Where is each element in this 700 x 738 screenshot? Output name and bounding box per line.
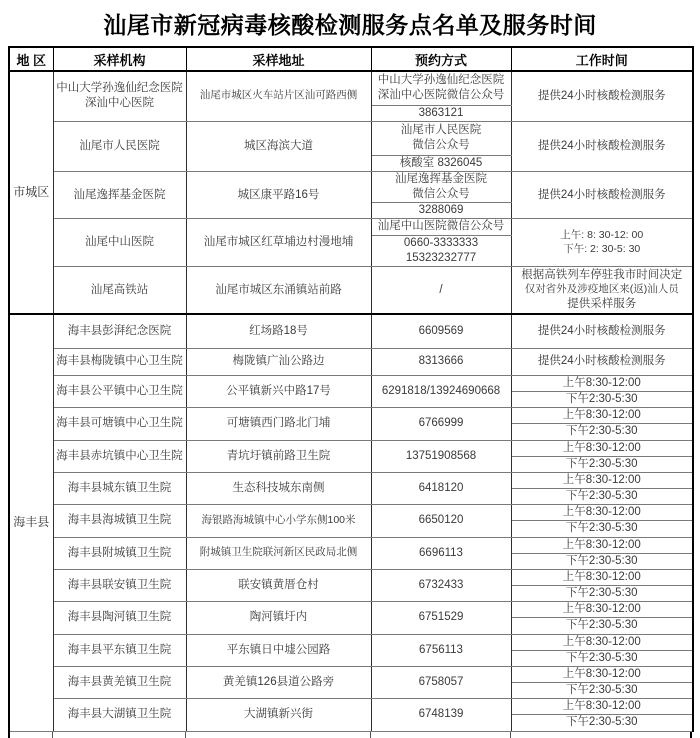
org-cell xyxy=(53,71,186,121)
cell-line: 13751908568 xyxy=(405,449,477,462)
work-cell-afternoon xyxy=(511,586,693,602)
cell-line: 上午8:30-12:00 xyxy=(562,409,641,422)
header-region: 地 区 xyxy=(9,47,53,71)
booking-cell xyxy=(371,569,511,601)
addr-cell xyxy=(186,121,371,171)
cell-line: 0660-3333333 xyxy=(403,236,479,249)
cell-line: 海丰县赤坑镇中心卫生院 xyxy=(56,449,183,462)
work-cell-afternoon xyxy=(511,456,693,472)
booking-cell-bottom xyxy=(371,203,511,219)
cell-line: 下午2:30-5:30 xyxy=(565,490,638,503)
cell-line: 上午8:30-12:00 xyxy=(562,700,641,713)
header-row xyxy=(9,47,693,71)
cell-line: 海丰县平东镇卫生院 xyxy=(67,643,172,656)
org-cell xyxy=(53,375,186,407)
booking-cell xyxy=(371,440,511,472)
cell-line: 汕尾高铁站 xyxy=(90,283,149,296)
cell-line: 下午2:30-5:30 xyxy=(565,393,638,406)
cell-line: 核酸室 8326045 xyxy=(399,156,483,169)
cell-line: 深汕中心医院微信公众号 xyxy=(377,89,505,102)
region-cell xyxy=(9,71,53,314)
addr-cell xyxy=(186,537,371,569)
addr-cell xyxy=(186,699,371,731)
addr-cell xyxy=(186,666,371,698)
cell-line: 中山大学孙逸仙纪念医院 xyxy=(377,74,505,87)
cell-line: 汕尾市城区红草埔边村漫地埔 xyxy=(203,236,354,249)
cell-line: 海丰县联安镇卫生院 xyxy=(67,579,172,592)
cell-line: 上午8:30-12:00 xyxy=(562,441,641,454)
cell-line: 6756113 xyxy=(419,643,463,656)
cell-line: 上午: 8: 30-12: 00 xyxy=(560,228,644,241)
work-cell-morning xyxy=(511,666,693,682)
work-cell-morning xyxy=(511,440,693,456)
work-cell xyxy=(511,219,693,267)
work-cell-morning xyxy=(511,375,693,391)
cell-line: 下午2:30-5:30 xyxy=(565,716,638,729)
cell-line: 6766999 xyxy=(418,417,464,430)
booking-cell xyxy=(371,602,511,634)
booking-cell xyxy=(371,666,511,698)
cell-line: 海丰县公平镇中心卫生院 xyxy=(56,384,183,397)
cell-line: 上午8:30-12:00 xyxy=(562,538,641,551)
org-cell xyxy=(53,634,186,666)
cell-line: 6418120 xyxy=(418,481,464,494)
cell-line: 下午2:30-5:30 xyxy=(565,619,638,632)
cell-line: 提供24小时核酸检测服务 xyxy=(537,89,666,102)
cell-line: 上午8:30-12:00 xyxy=(562,376,641,389)
work-cell xyxy=(511,314,693,348)
cell-line: 汕尾市城区火车站片区汕可路西侧 xyxy=(199,89,358,102)
cell-line: 15323232777 xyxy=(405,251,477,264)
booking-cell xyxy=(371,348,511,375)
cell-line: 平东镇日中墟公园路 xyxy=(226,643,331,656)
work-cell-afternoon xyxy=(511,683,693,699)
header-hours: 工作时间 xyxy=(511,47,693,71)
work-cell-morning xyxy=(511,505,693,521)
work-cell-morning xyxy=(511,408,693,424)
cell-line: 海丰县梅陇镇中心卫生院 xyxy=(56,355,183,368)
cell-line: 提供24小时核酸检测服务 xyxy=(537,355,666,368)
cell-line: 上午8:30-12:00 xyxy=(562,603,641,616)
addr-cell xyxy=(186,348,371,375)
booking-cell-top xyxy=(371,121,511,155)
org-cell xyxy=(53,537,186,569)
header-address: 采样地址 xyxy=(186,47,371,71)
table-row xyxy=(9,408,693,424)
booking-cell-top xyxy=(371,71,511,105)
org-cell xyxy=(53,266,186,314)
org-cell xyxy=(53,505,186,537)
cell-line: 下午: 2: 30-5: 30 xyxy=(563,242,641,255)
cell-line: 下午2:30-5:30 xyxy=(565,522,638,535)
addr-cell xyxy=(186,602,371,634)
cell-line: 城区康平路16号 xyxy=(237,188,320,201)
addr-cell xyxy=(186,219,371,267)
work-cell xyxy=(511,266,693,314)
org-cell xyxy=(53,348,186,375)
cell-line: 6732433 xyxy=(418,579,464,592)
cell-line: 附城镇卫生院联河新区民政局北侧 xyxy=(199,546,358,559)
table-wrap xyxy=(8,46,692,738)
cell-line: 海丰县彭湃纪念医院 xyxy=(67,325,172,338)
work-cell xyxy=(511,348,693,375)
work-cell xyxy=(511,121,693,171)
booking-cell-bottom xyxy=(371,105,511,121)
cell-line: 汕尾市人民医院 xyxy=(79,139,160,152)
cell-line: 仅对省外及涉疫地区来(返)汕人员 xyxy=(524,283,679,296)
cell-line: 上午8:30-12:00 xyxy=(562,667,641,680)
table-body xyxy=(9,71,693,731)
table-row xyxy=(9,440,693,456)
table-row xyxy=(9,699,693,715)
work-cell-morning xyxy=(511,634,693,650)
cell-line: 下午2:30-5:30 xyxy=(565,587,638,600)
booking-cell xyxy=(371,537,511,569)
cell-line: 海丰县海城镇卫生院 xyxy=(67,514,172,527)
booking-cell xyxy=(371,472,511,504)
cell-line: 深汕中心医院 xyxy=(85,97,154,110)
cell-line: 中山大学孙逸仙纪念医院 xyxy=(56,82,183,95)
cell-line: 上午8:30-12:00 xyxy=(562,570,641,583)
booking-cell xyxy=(371,505,511,537)
booking-cell xyxy=(371,266,511,314)
cell-line: 6696113 xyxy=(419,546,463,559)
table-row xyxy=(9,634,693,650)
cell-line: 上午8:30-12:00 xyxy=(562,635,641,648)
addr-cell xyxy=(186,314,371,348)
table-row xyxy=(9,266,693,314)
work-cell-afternoon xyxy=(511,392,693,408)
cell-line: 红场路18号 xyxy=(249,325,308,338)
addr-cell xyxy=(186,472,371,504)
addr-cell xyxy=(186,375,371,407)
cell-line: 8313666 xyxy=(418,355,464,368)
cell-line: 汕尾市城区东涌镇站前路 xyxy=(215,283,342,296)
cell-line: 上午8:30-12:00 xyxy=(562,506,641,519)
cell-line: 海丰县大湖镇卫生院 xyxy=(67,708,172,721)
booking-cell xyxy=(371,314,511,348)
work-cell xyxy=(511,71,693,121)
cell-line: 生态科技城东南侧 xyxy=(232,481,325,494)
header-booking: 预约方式 xyxy=(371,47,511,71)
work-cell xyxy=(511,171,693,219)
cell-line: 微信公众号 xyxy=(412,188,470,201)
cell-line: 汕尾逸挥基金医院 xyxy=(395,172,487,185)
cell-line: 根据高铁列车停驻我市时间决定 xyxy=(521,269,683,282)
cell-line: 6609569 xyxy=(418,325,464,338)
addr-cell xyxy=(186,408,371,440)
table-row xyxy=(9,569,693,585)
booking-cell-bottom xyxy=(371,235,511,266)
org-cell xyxy=(53,219,186,267)
cell-line: 3863121 xyxy=(418,106,464,119)
region-cell xyxy=(9,314,53,731)
work-cell-afternoon xyxy=(511,521,693,537)
cell-line: 汕尾市人民医院 xyxy=(400,124,482,136)
cell-line: 联安镇黄厝仓村 xyxy=(238,579,319,592)
addr-cell xyxy=(186,505,371,537)
cell-line: 汕尾中山医院微信公众号 xyxy=(377,220,505,233)
table-row xyxy=(9,472,693,488)
table-row xyxy=(9,219,693,235)
org-cell xyxy=(53,171,186,219)
cell-line: 海银路海城镇中心小学东侧100米 xyxy=(201,513,356,526)
cell-line: 上午8:30-12:00 xyxy=(562,473,641,486)
cell-line: 梅陇镇广汕公路边 xyxy=(232,355,325,368)
cell-line: 市城区 xyxy=(13,184,50,199)
org-cell xyxy=(53,314,186,348)
cell-line: 黄羌镇126县道公路旁 xyxy=(222,676,335,689)
cell-line: 青坑圩镇前路卫生院 xyxy=(226,449,331,462)
booking-cell-top xyxy=(371,219,511,235)
cell-line: 6758057 xyxy=(418,676,464,689)
org-cell xyxy=(53,440,186,472)
table-row xyxy=(9,602,693,618)
cell-line: 6650120 xyxy=(418,514,464,527)
work-cell-morning xyxy=(511,602,693,618)
org-cell xyxy=(53,121,186,171)
booking-cell-top xyxy=(371,171,511,202)
addr-cell xyxy=(186,569,371,601)
table-row xyxy=(9,71,693,105)
cell-line: 海丰县城东镇卫生院 xyxy=(67,481,172,494)
addr-cell xyxy=(186,634,371,666)
cell-line: 下午2:30-5:30 xyxy=(565,457,638,470)
table-row xyxy=(9,537,693,553)
cell-line: 大湖镇新兴街 xyxy=(244,708,313,721)
addr-cell xyxy=(186,440,371,472)
page-title: 汕尾市新冠病毒核酸检测服务点名单及服务时间 xyxy=(103,11,597,38)
work-cell-morning xyxy=(511,699,693,715)
table-row xyxy=(9,171,693,202)
booking-cell xyxy=(371,375,511,407)
table-row xyxy=(9,375,693,391)
cell-line: 提供24小时核酸检测服务 xyxy=(537,188,666,201)
org-cell xyxy=(53,569,186,601)
table-row xyxy=(9,314,693,348)
work-cell-morning xyxy=(511,537,693,553)
cell-line: 海丰县 xyxy=(13,515,50,530)
cell-line: 6291818/13924690668 xyxy=(381,384,501,397)
cell-line: 下午2:30-5:30 xyxy=(565,554,638,567)
addr-cell xyxy=(186,71,371,121)
work-cell-afternoon xyxy=(511,553,693,569)
cell-line: 海丰县黄羌镇卫生院 xyxy=(67,676,172,689)
work-cell-morning xyxy=(511,472,693,488)
booking-cell-bottom xyxy=(371,155,511,171)
cell-line: 提供采样服务 xyxy=(567,298,637,311)
cell-line: 海丰县可塘镇中心卫生院 xyxy=(56,417,183,430)
table-row xyxy=(9,348,693,375)
org-cell xyxy=(53,666,186,698)
org-cell xyxy=(53,699,186,731)
cell-line: 汕尾中山医院 xyxy=(85,236,154,249)
booking-cell xyxy=(371,699,511,731)
cell-line: 下午2:30-5:30 xyxy=(565,684,638,697)
booking-cell xyxy=(371,408,511,440)
cell-line: 城区海滨大道 xyxy=(244,139,313,152)
cell-line: 可塘镇西门路北门埔 xyxy=(226,417,331,430)
cell-line: 海丰县附城镇卫生院 xyxy=(67,546,172,559)
table-row xyxy=(9,666,693,682)
cell-line: 汕尾逸挥基金医院 xyxy=(73,188,166,201)
work-cell-afternoon xyxy=(511,424,693,440)
booking-cell xyxy=(371,634,511,666)
work-cell-afternoon xyxy=(511,489,693,505)
work-cell-morning xyxy=(511,569,693,585)
table-cutoff-stubs xyxy=(8,732,692,738)
addr-cell xyxy=(186,266,371,314)
work-cell-afternoon xyxy=(511,618,693,634)
work-cell-afternoon xyxy=(511,650,693,666)
header-org: 采样机构 xyxy=(53,47,186,71)
cell-line: 陶河镇圩内 xyxy=(249,611,308,624)
cell-line: 3288069 xyxy=(418,204,464,217)
table-row xyxy=(9,505,693,521)
cell-line: / xyxy=(439,283,443,296)
org-cell xyxy=(53,602,186,634)
addr-cell xyxy=(186,171,371,219)
cell-line: 提供24小时核酸检测服务 xyxy=(537,139,666,152)
cell-line: 微信公众号 xyxy=(412,139,470,152)
cell-line: 下午2:30-5:30 xyxy=(565,425,638,438)
table-row xyxy=(9,121,693,155)
org-cell xyxy=(53,408,186,440)
work-cell-afternoon xyxy=(511,715,693,731)
cell-line: 公平镇新兴中路17号 xyxy=(226,384,331,397)
cell-line: 提供24小时核酸检测服务 xyxy=(537,325,666,338)
testing-sites-table xyxy=(8,46,694,732)
cell-line: 6748139 xyxy=(418,708,464,721)
cell-line: 6751529 xyxy=(418,611,464,624)
org-cell xyxy=(53,472,186,504)
cell-line: 海丰县陶河镇卫生院 xyxy=(67,611,172,624)
cell-line: 下午2:30-5:30 xyxy=(565,651,638,664)
